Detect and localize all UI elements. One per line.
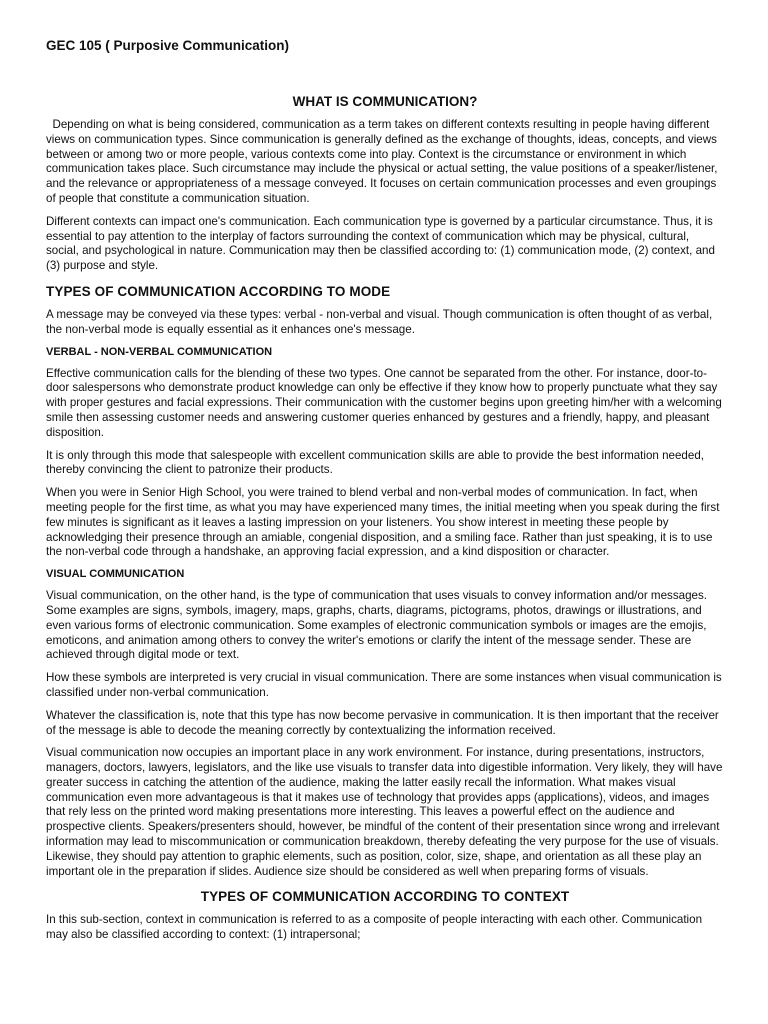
visual-paragraph-3: Whatever the classification is, note that this type has now become pervasive in communication. It is then important that the receiver of the message is able to decode the meaning correctly by contextualizing the information received. [46, 708, 719, 737]
mode-paragraph-1: A message may be conveyed via these types: verbal - non-verbal and visual. Though communication is often thought of as verbal, the non-verbal mode is equally essential as it enhances one's message. [46, 307, 713, 336]
visual-paragraph-4: Visual communication now occupies an important place in any work environment. For instance, during presentations, instructors, managers, doctors, lawyers, legislators, and the like use visuals to transfer data into digestible information. Very likely, they will have greater success in catching the attention of the audience, making the latter easily recall the information. What makes visual communication even more advantageous is that it makes use of technology that provides apps (applications), videos, and images that rely less on the printed word making presentations more interesting. This leaves a powerful effect on the audience and prospective clients. Speakers/presenters should, however, be mindful of the content of their presentation since wrong and irrelevant information may lead to miscommunication or communication breakdown, thereby defeating the very purpose for the use of visuals. Likewise, they should pay attention to graphic elements, such as position, color, size, shape, and orientation as all these play an important ole in the preparation if slides. Audience size should be considered as well when preparing forms of visuals. [46, 746, 723, 878]
context-paragraph-1: In this sub-section, context in communication is referred to as a composite of people interacting with each other. Communication may also be classified according to context: (1) intrapersonal; [46, 913, 703, 942]
verbal-paragraph-3: When you were in Senior High School, you were trained to blend verbal and non-verbal modes of communication. In fact, when meeting people for the first time, as what you may have experienced many times, the initial meeting when you speak during the first few minutes is significant as it leaves a lasting impression on your listeners. You show interest in meeting these people by acknowledging their presence through an amiable, congenial disposition, and a smiling face. Rather than just speaking, it is to use the non-verbal code through a handshake, an approving facial expression, and a kind disposition or character. [46, 486, 720, 559]
intro-paragraph-1: Depending on what is being considered, communication as a term takes on different contexts resulting in people having different views on communication types. Since communication is generally defined as the exchange of thoughts, ideas, concepts, and views between or among two or more people, various contexts come into play. Context is the circumstance or environment in which communication takes place. Such circumstance may include the physical or actual setting, the value positions of a speaker/listener, and the relevance or appropriateness of a message conveyed. It focuses on certain communication processes and even groupings of people that constitute a communication situation. [46, 118, 721, 205]
visual-paragraph-1: Visual communication, on the other hand, is the type of communication that uses visuals to convey information and/or messages. Some examples are signs, symbols, imagery, maps, graphs, charts, diagrams, pictograms, photos, drawings or illustrations, and even various forms of electronic communication. Some examples of electronic communication symbols or images are the emojis, emoticons, and animation among others to convey the writer's emotions or clarify the intent of the message sender. These are achieved through digital mode or text. [46, 589, 707, 662]
intro-paragraph-2: Different contexts can impact one's communication. Each communication type is governed by a particular circumstance. Thus, it is essential to pay attention to the interplay of factors surrounding the context of communication which may be physical, cultural, social, and psychological in nature. Communication may then be classified according to: (1) communication mode, (2) context, and (3) purpose and style. [46, 214, 715, 273]
subheading-visual: VISUAL COMMUNICATION [46, 568, 185, 581]
visual-paragraph-2: How these symbols are interpreted is very crucial in visual communication. There are some instances when visual communication is classified under non-verbal communication. [46, 671, 722, 699]
verbal-paragraph-1: Effective communication calls for the blending of these two types. One cannot be separated from the other. For instance, door-to-door salespersons who demonstrate product knowledge can only be effective if they know how to properly punctuate what they say with proper gestures and facial expressions. Their communication with the customer begins upon greeting him/her with a welcoming smile then assessing customer needs and answering customer queries enhanced by gestures and a friendly, happy, and pleasant disposition. [46, 366, 722, 439]
heading-types-by-mode: TYPES OF COMMUNICATION ACCORDING TO MODE [46, 283, 391, 299]
course-title: GEC 105 ( Purposive Communication) [46, 38, 290, 53]
verbal-paragraph-2: It is only through this mode that salespeople with excellent communication skills are able to provide the best information needed, thereby convincing the client to patronize their products. [46, 448, 704, 477]
heading-types-by-context: TYPES OF COMMUNICATION ACCORDING TO CONTEXT [200, 889, 570, 905]
heading-what-is-communication: WHAT IS COMMUNICATION? [292, 94, 478, 109]
subheading-verbal-nonverbal: VERBAL - NON-VERBAL COMMUNICATION [46, 345, 273, 358]
